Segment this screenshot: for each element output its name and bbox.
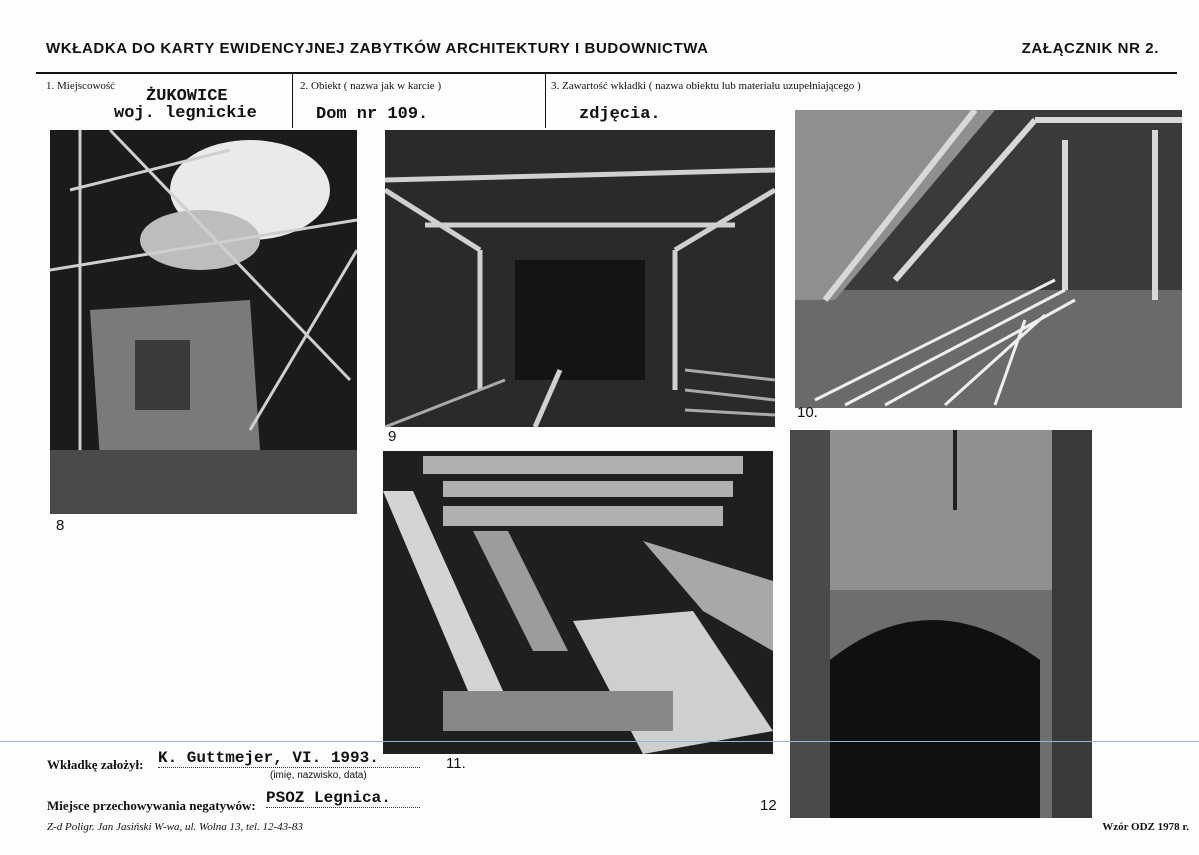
- model-info: Wzór ODZ 1978 r.: [1102, 821, 1189, 833]
- form-title: WKŁADKA DO KARTY EWIDENCYJNEJ ZABYTKÓW ARCHITEKTURY I BUDOWNICTWA: [46, 40, 709, 57]
- photo-11-number: 11.: [446, 755, 466, 772]
- photo-10: [795, 110, 1182, 408]
- header-rule: [36, 72, 1177, 74]
- photo-8-number: 8: [56, 517, 65, 534]
- created-hint: (imię, nazwisko, data): [270, 770, 367, 781]
- photo-9: [385, 130, 775, 427]
- content-label: 3. Zawartość wkładki ( nazwa obiektu lub materiału uzupełniającego ): [551, 80, 861, 92]
- photo-8: [50, 130, 357, 514]
- created-label: Wkładkę założył:: [47, 757, 144, 772]
- object-value: Dom nr 109.: [316, 105, 429, 124]
- province-value: woj. legnickie: [114, 104, 257, 123]
- field-divider: [545, 74, 546, 128]
- printer-info: Z-d Poligr. Jan Jasiński W-wa, ul. Wolna 13, tel. 12-43-83: [47, 821, 303, 833]
- photo-11: [383, 451, 773, 754]
- object-label: 2. Obiekt ( nazwa jak w karcie ): [300, 80, 442, 92]
- scan-line: [0, 741, 1199, 742]
- place-value: ŻUKOWICE: [146, 87, 228, 106]
- photo-9-number: 9: [388, 428, 397, 445]
- field-divider: [292, 74, 293, 128]
- created-value: K. Guttmejer, VI. 1993.: [158, 749, 420, 768]
- photo-12-number: 12: [760, 797, 777, 814]
- storage-value: PSOZ Legnica.: [266, 789, 420, 808]
- storage-label: Miejsce przechowywania negatywów:: [47, 798, 256, 813]
- place-label: 1. Miejscowość: [46, 80, 116, 92]
- content-value: zdjęcia.: [579, 105, 661, 124]
- annex-number: ZAŁĄCZNIK NR 2.: [1021, 40, 1159, 57]
- photo-12: [790, 430, 1092, 818]
- photo-10-number: 10.: [797, 404, 818, 421]
